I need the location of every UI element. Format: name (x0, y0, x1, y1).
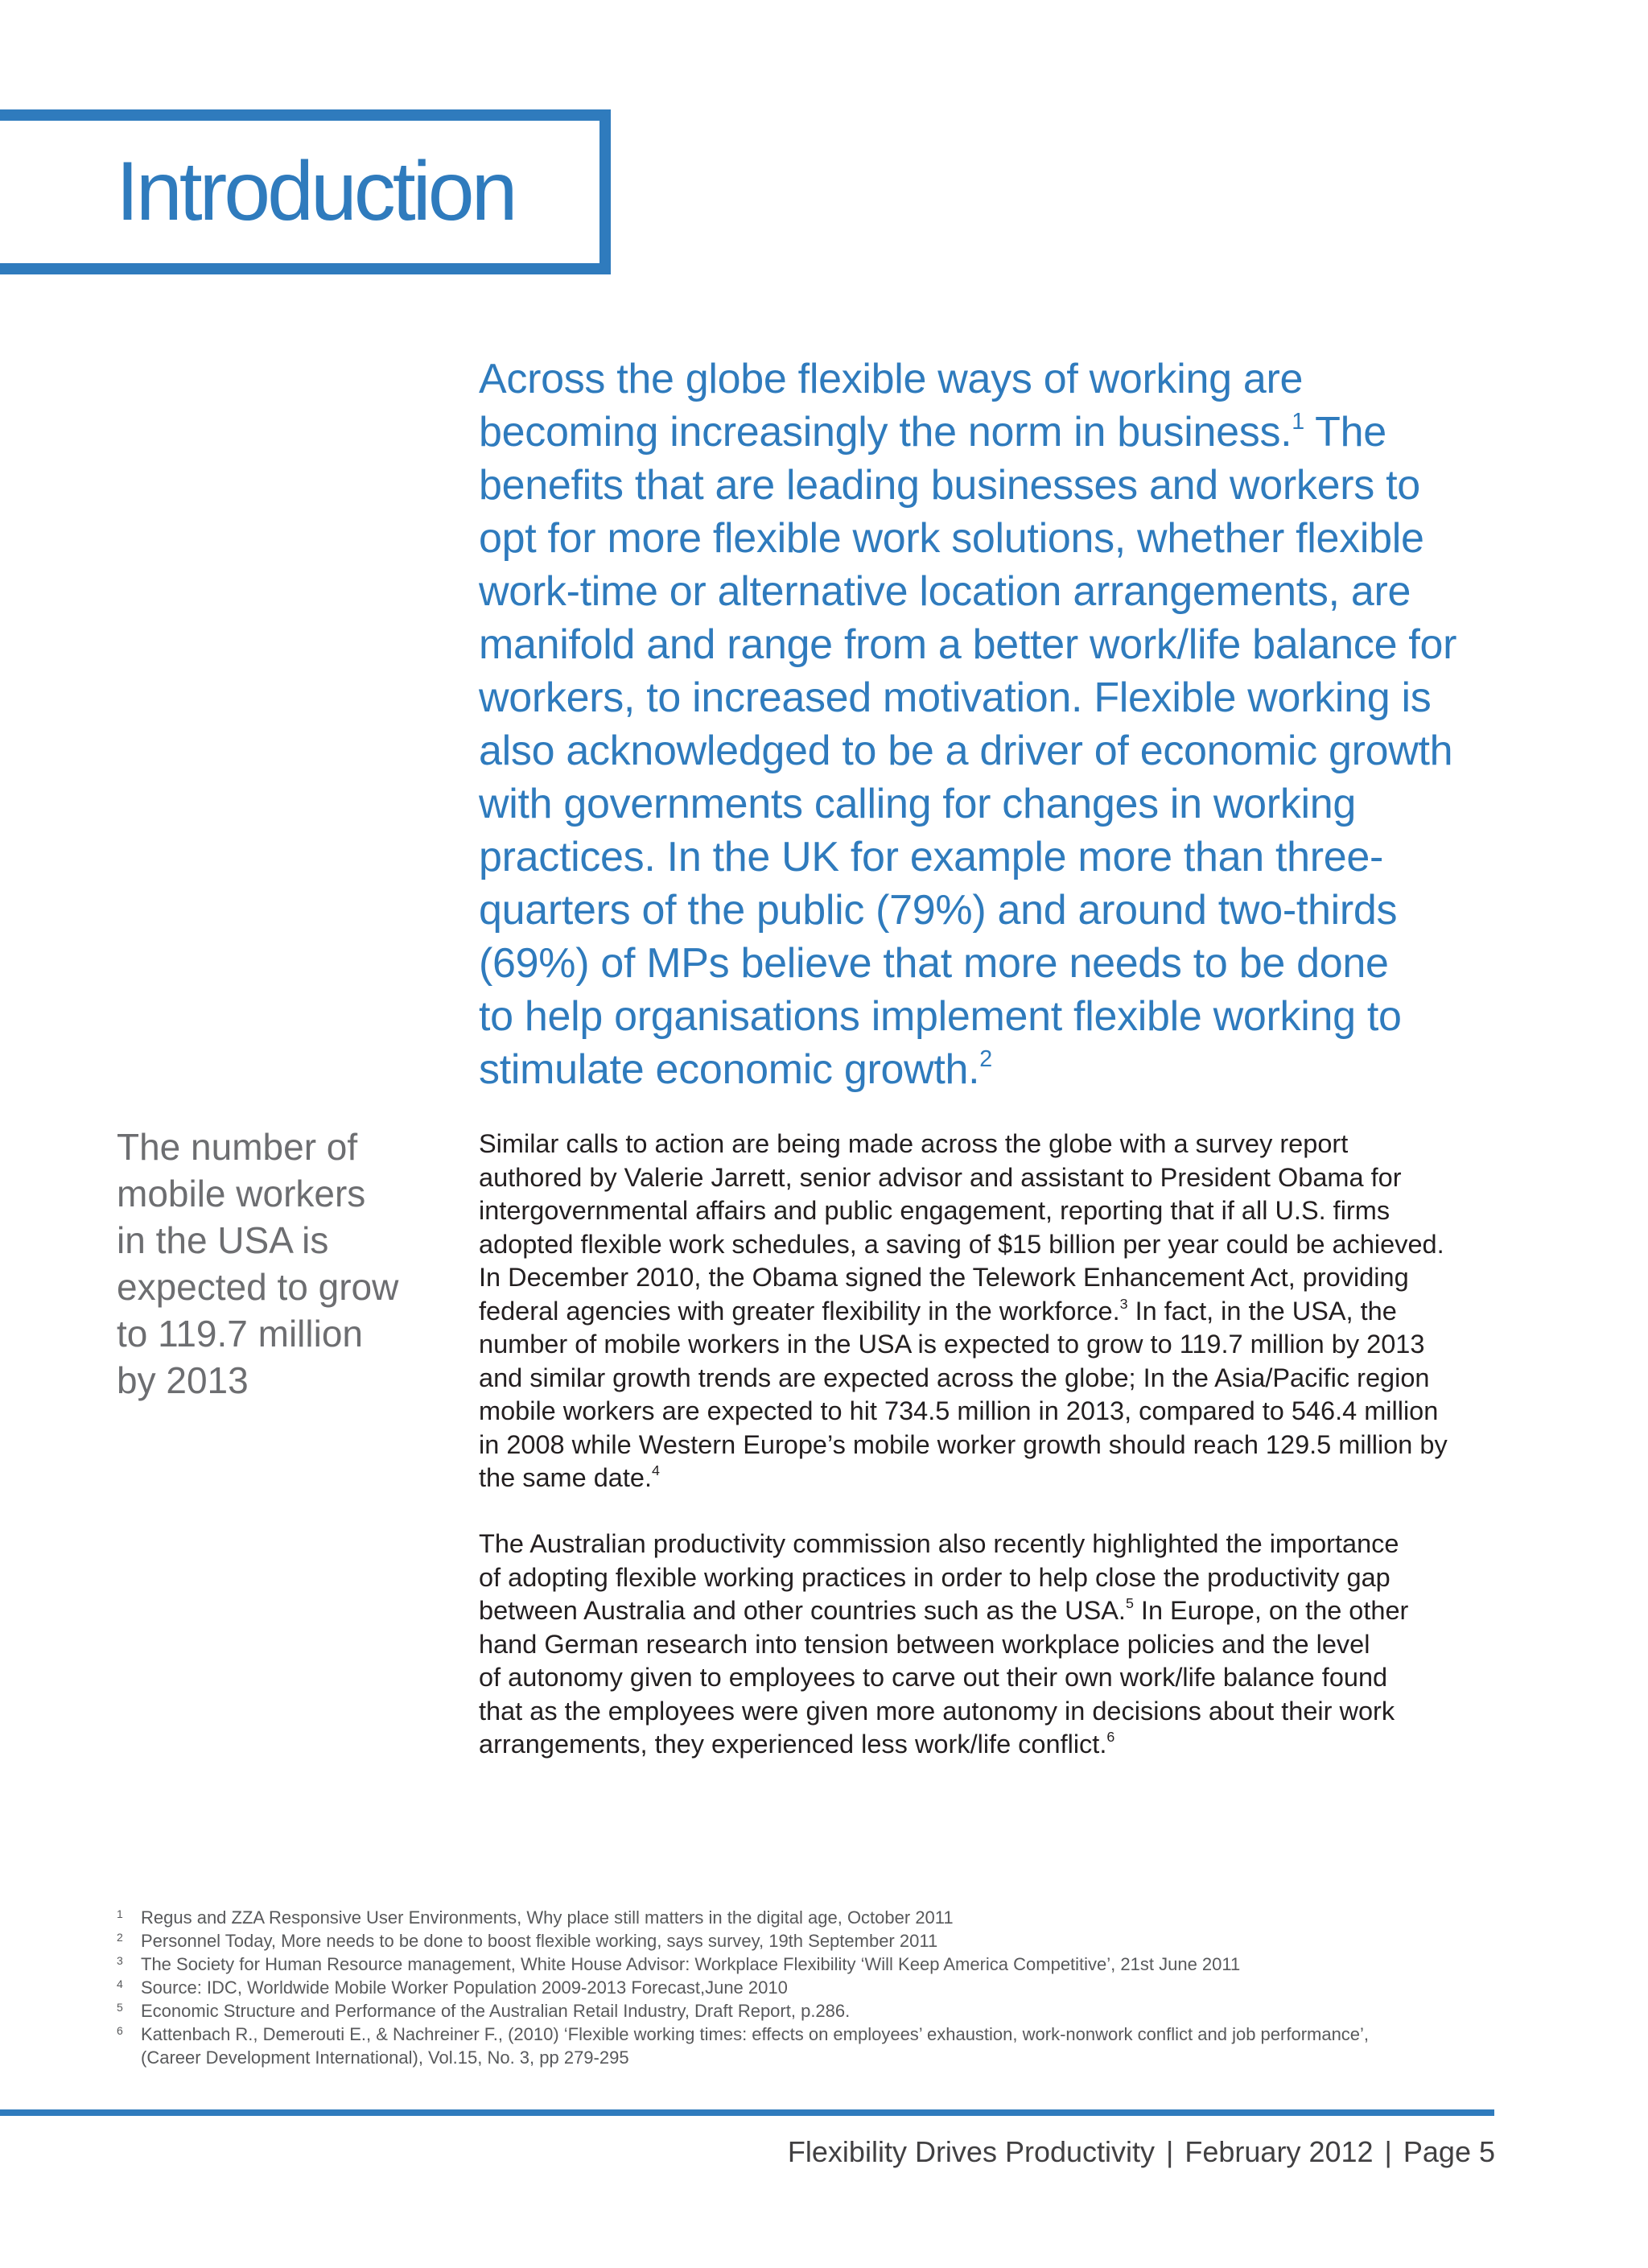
pull-quote-line: by 2013 (117, 1359, 249, 1401)
lead-line: opt for more flexible work solutions, whether flexible (479, 515, 1424, 562)
body-line-text: federal agencies with greater flexibility in the workforce. (479, 1296, 1120, 1326)
lead-line (479, 1043, 1501, 1096)
footnote-number: 2 (117, 1931, 123, 1944)
footnote-text-line: (Career Development International), Vol.15, No. 3, pp 279-295 (141, 2047, 629, 2068)
body-line: of adopting flexible working practices in order to help close the productivity gap (479, 1562, 1390, 1592)
body-paragraph (479, 1528, 1501, 1762)
body-line-text: In fact, in the USA, the (1127, 1296, 1397, 1326)
pull-quote-line: mobile workers (117, 1173, 366, 1214)
footer-separator: | (1384, 2135, 1392, 2168)
body-line (479, 1295, 1501, 1329)
body-line: in 2008 while Western Europe’s mobile worker growth should reach 129.5 million by (479, 1429, 1448, 1459)
body-line (479, 1728, 1501, 1762)
lead-line: practices. In the UK for example more than three- (479, 834, 1384, 880)
body-line: mobile workers are expected to hit 734.5 million in 2013, compared to 546.4 million (479, 1396, 1439, 1425)
footer-separator: | (1166, 2135, 1174, 2168)
body-line: authored by Valerie Jarrett, senior advisor and assistant to President Obama for (479, 1162, 1402, 1192)
lead-line (479, 406, 1501, 459)
lead-line-text: The (1304, 409, 1386, 456)
pull-quote-line: The number of (117, 1126, 358, 1168)
footer-divider (0, 2109, 1494, 2116)
footnote (117, 1929, 1485, 1953)
lead-line: benefits that are leading businesses and workers to (479, 462, 1420, 509)
footnote-text: Source: IDC, Worldwide Mobile Worker Population 2009-2013 Forecast,June 2010 (141, 1977, 788, 1998)
body-line: of autonomy given to employees to carve out their own work/life balance found (479, 1663, 1388, 1692)
footnote-text: The Society for Human Resource management, White House Advisor: Workplace Flexibility ‘Will Keep America Competitive’, 21st June 2011 (141, 1954, 1241, 1974)
body-line: In December 2010, the Obama signed the Telework Enhancement Act, providing (479, 1263, 1409, 1292)
footnote (117, 1976, 1485, 1999)
footnote-ref: 1 (1292, 408, 1304, 435)
lead-line: to help organisations implement flexible working to (479, 993, 1402, 1040)
footnote-ref: 5 (1125, 1595, 1134, 1612)
pull-quote-line: expected to grow (117, 1266, 399, 1308)
body-line: and similar growth trends are expected across the globe; In the Asia/Pacific region (479, 1363, 1430, 1392)
footnote-ref: 4 (652, 1462, 660, 1479)
page-title: Introduction (116, 145, 515, 238)
body-line: number of mobile workers in the USA is expected to grow to 119.7 million by 2013 (479, 1330, 1425, 1359)
body-line: that as the employees were given more autonomy in decisions about their work (479, 1696, 1395, 1726)
lead-line-text: stimulate economic growth. (479, 1046, 980, 1093)
footnote-text: Economic Structure and Performance of the Australian Retail Industry, Draft Report, p.286. (141, 2001, 851, 2021)
footnote (117, 1906, 1485, 1929)
body-line: hand German research into tension between workplace policies and the level (479, 1629, 1370, 1659)
footnote-number: 3 (117, 1954, 123, 1967)
footnote-text (141, 2023, 1485, 2069)
footnote-number: 6 (117, 2024, 123, 2037)
body-line-text: the same date. (479, 1463, 652, 1492)
lead-paragraph (479, 353, 1501, 1096)
footer-date: February 2012 (1184, 2135, 1374, 2168)
lead-line: Across the globe flexible ways of working are (479, 356, 1304, 402)
body-line-text: arrangements, they experienced less work/life conflict. (479, 1730, 1107, 1759)
footnote-text-line: Kattenbach R., Demerouti E., & Nachreiner F., (2010) ‘Flexible working times: effects on employees’ exhaustion, work-nonwork conflict and job performance’, (141, 2024, 1370, 2044)
footnote-ref: 6 (1106, 1729, 1115, 1746)
footnote-number: 4 (117, 1977, 123, 1990)
pull-quote-line: to 119.7 million (117, 1313, 363, 1355)
footnote-text: Regus and ZZA Responsive User Environments, Why place still matters in the digital age, October 2011 (141, 1907, 954, 1928)
lead-line: quarters of the public (79%) and around two-thirds (479, 887, 1398, 934)
footer-page-number: Page 5 (1403, 2135, 1495, 2168)
lead-line: work-time or alternative location arrangements, are (479, 568, 1411, 615)
footnote-text: Personnel Today, More needs to be done to boost flexible working, says survey, 19th September 2011 (141, 1931, 938, 1951)
footnote (117, 1953, 1485, 1976)
body-line: Similar calls to action are being made across the globe with a survey report (479, 1129, 1349, 1158)
lead-line: also acknowledged to be a driver of economic growth (479, 728, 1453, 774)
footnote (117, 2023, 1485, 2069)
page-footer (788, 2134, 1495, 2170)
body-line (479, 1462, 1501, 1495)
lead-line: workers, to increased motivation. Flexible working is (479, 674, 1432, 721)
lead-line: (69%) of MPs believe that more needs to be done (479, 940, 1389, 987)
footnote-number: 5 (117, 2001, 123, 2014)
lead-line-text: becoming increasingly the norm in business. (479, 409, 1292, 456)
lead-line: manifold and range from a better work/life balance for (479, 621, 1457, 668)
body-line-text: between Australia and other countries such as the USA. (479, 1596, 1126, 1625)
footnote (117, 1999, 1485, 2023)
footnote-ref: 2 (979, 1045, 992, 1072)
body-line (479, 1594, 1501, 1628)
footnotes (117, 1906, 1485, 2069)
body-line-text: In Europe, on the other (1133, 1596, 1409, 1625)
footnote-ref: 3 (1119, 1295, 1128, 1312)
footnote-number: 1 (117, 1907, 123, 1920)
lead-line: with governments calling for changes in working (479, 781, 1357, 827)
pull-quote-line: in the USA is (117, 1219, 329, 1261)
body-line: intergovernmental affairs and public engagement, reporting that if all U.S. firms (479, 1196, 1390, 1225)
footer-publication: Flexibility Drives Productivity (787, 2135, 1156, 2168)
body-line: adopted flexible work schedules, a saving of $15 billion per year could be achieved. (479, 1229, 1444, 1259)
pull-quote (117, 1124, 439, 1404)
body-paragraph (479, 1128, 1501, 1495)
body-line: The Australian productivity commission also recently highlighted the importance (479, 1529, 1399, 1558)
